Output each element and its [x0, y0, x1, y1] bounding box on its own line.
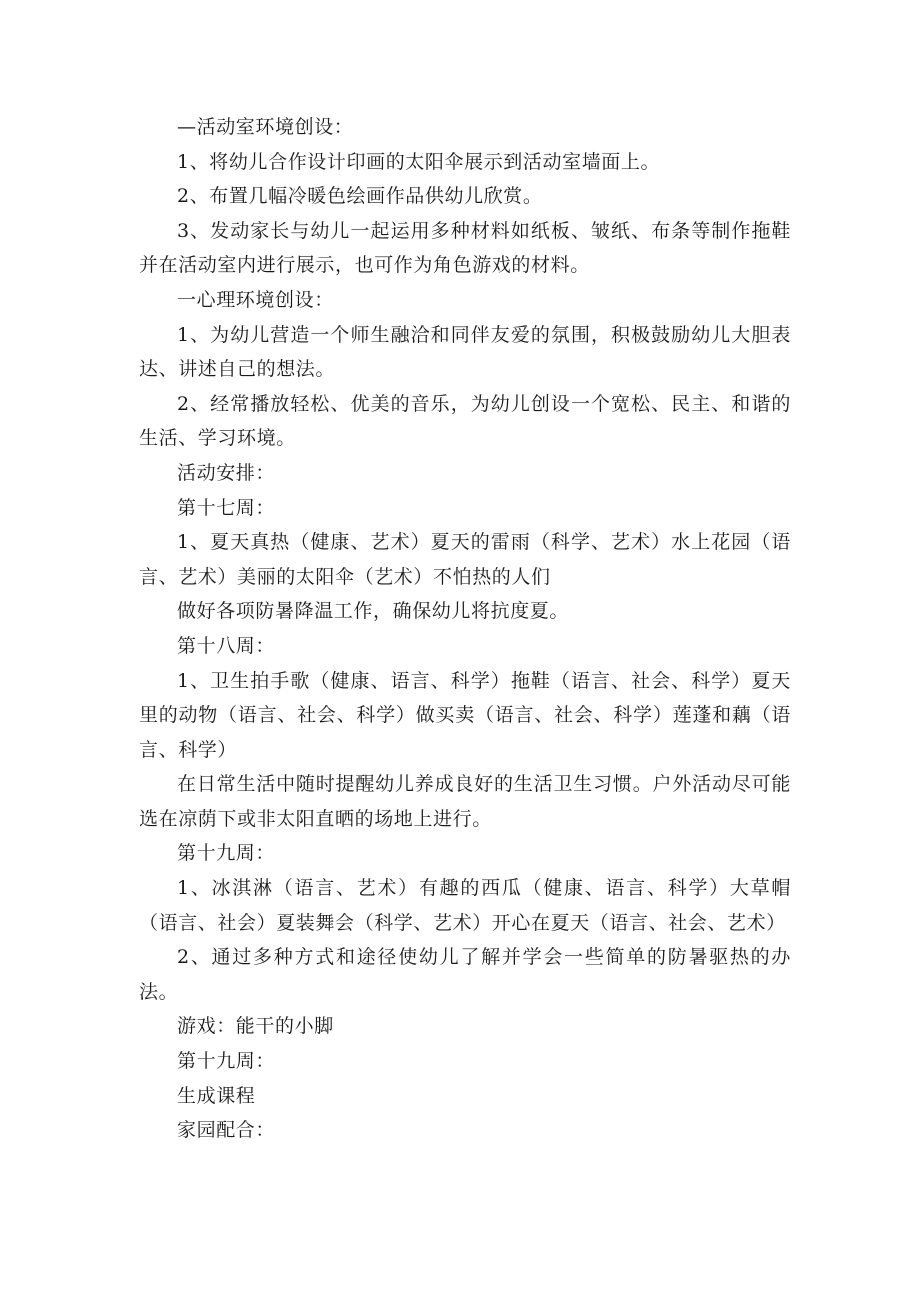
paragraph: 做好各项防暑降温工作，确保幼儿将抗度夏。 [177, 600, 570, 623]
paragraph: 3、发动家长与幼儿一起运用多种材料如纸板、皱纸、布条等制作拖鞋并在活动室内进行展示，也可作为角色游戏的材料。 [139, 219, 791, 277]
paragraph: 1、为幼儿营造一个师生融洽和同伴友爱的氛围，积极鼓励幼儿大胆表达、讲述自己的想法。 [139, 323, 791, 381]
paragraph-game: 游戏：能干的小脚 [177, 1015, 334, 1038]
heading-psychological-environment: 一心理环境创设： [177, 288, 334, 311]
heading-activity-room-environment: —活动室环境创设： [177, 116, 354, 138]
heading-week-19-repeat: 第十九周： [177, 1050, 276, 1073]
heading-week-17: 第十七周： [177, 496, 276, 519]
paragraph: 1、冰淇淋（语言、艺术）有趣的西瓜（健康、语言、科学）大草帽（语言、社会）夏装舞会（科学、艺术）开心在夏天（语言、社会、艺术） [139, 877, 791, 934]
paragraph: 2、经常播放轻松、优美的音乐，为幼儿创设一个宽松、民主、和谐的生活、学习环境。 [139, 392, 791, 450]
paragraph: 2、通过多种方式和途径使幼儿了解并学会一些简单的防暑驱热的办法。 [139, 946, 791, 1003]
paragraph: 在日常生活中随时提醒幼儿养成良好的生活卫生习惯。户外活动尽可能选在凉荫下或非太阳直晒的场地上进行。 [139, 773, 791, 830]
paragraph-generated-curriculum: 生成课程 [177, 1084, 256, 1107]
paragraph: 2、布置几幅冷暖色绘画作品供幼儿欣赏。 [177, 185, 543, 208]
document-body [139, 110, 791, 1148]
paragraph: 1、夏天真热（健康、艺术）夏天的雷雨（科学、艺术）水上花园（语言、艺术）美丽的太阳伞（艺术）不怕热的人们 [139, 531, 791, 588]
heading-week-18: 第十八周： [177, 634, 276, 657]
paragraph: 1、卫生拍手歌（健康、语言、科学）拖鞋（语言、社会、科学）夏天里的动物（语言、社会、科学）做买卖（语言、社会、科学）莲蓬和藕（语言、科学） [139, 669, 791, 761]
heading-week-19: 第十九周： [177, 842, 276, 865]
heading-activity-arrangement: 活动安排： [177, 461, 276, 484]
heading-home-school-cooperation: 家园配合： [177, 1119, 276, 1142]
paragraph: 1、将幼儿合作设计印画的太阳伞展示到活动室墙面上。 [177, 150, 661, 173]
